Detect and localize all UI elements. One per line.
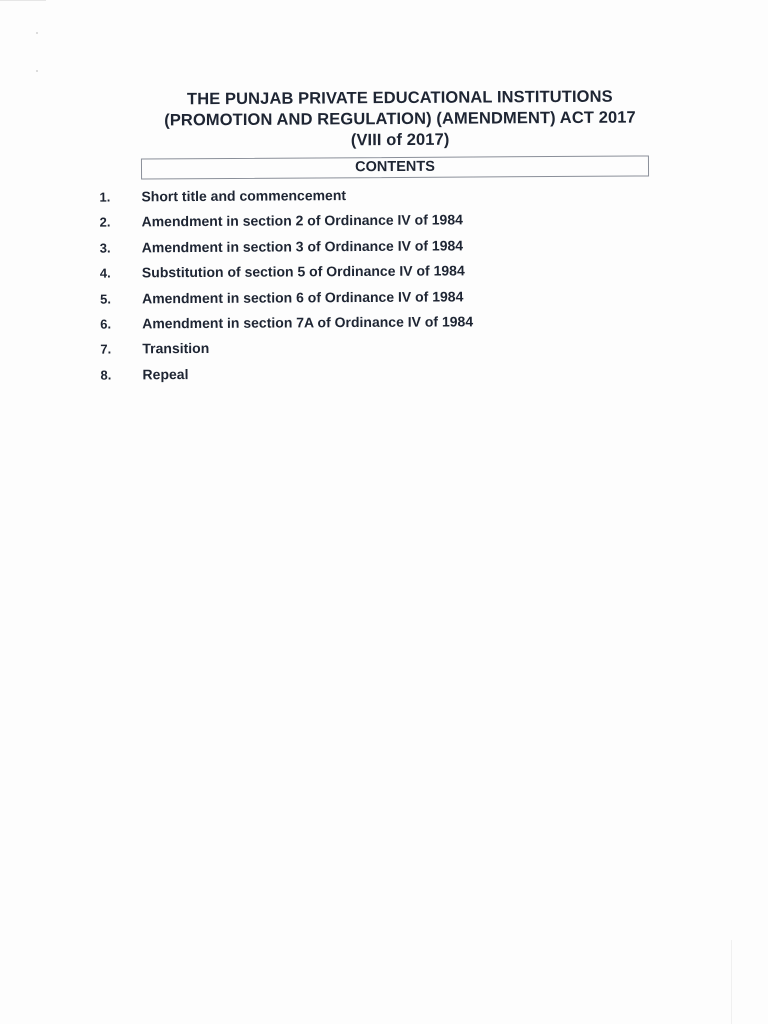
contents-heading: CONTENTS	[355, 158, 435, 176]
item-text: Amendment in section 6 of Ordinance IV of 1984	[142, 287, 464, 306]
table-of-contents	[99, 185, 620, 391]
item-number: 2.	[99, 214, 111, 230]
list-item	[100, 236, 620, 265]
scan-artifact	[36, 32, 38, 34]
title-line-2: (PROMOTION AND REGULATION) (AMENDMENT) ACT 2017	[164, 108, 636, 130]
list-item	[100, 363, 620, 392]
list-item	[100, 211, 620, 240]
item-text: Amendment in section 2 of Ordinance IV of 1984	[141, 211, 463, 230]
scan-artifact	[0, 0, 46, 1]
list-item	[100, 338, 620, 367]
title-line-1: THE PUNJAB PRIVATE EDUCATIONAL INSTITUTIONS	[186, 87, 613, 109]
scan-artifact	[36, 70, 38, 72]
scan-artifact	[731, 940, 732, 1024]
document-title	[120, 86, 680, 152]
title-line-3: (VIII of 2017)	[350, 130, 450, 150]
item-text: Substitution of section 5 of Ordinance IV of 1984	[141, 262, 465, 281]
item-number: 1.	[99, 189, 111, 205]
item-text: Amendment in section 7A of Ordinance IV of 1984	[142, 313, 474, 332]
list-item	[100, 262, 620, 291]
item-number: 8.	[100, 367, 112, 383]
item-number: 5.	[100, 291, 111, 307]
item-number: 4.	[99, 265, 111, 281]
list-item	[99, 185, 619, 214]
list-item	[100, 287, 620, 316]
item-number: 6.	[100, 316, 112, 332]
item-number: 3.	[99, 240, 111, 256]
item-number: 7.	[100, 341, 112, 357]
contents-heading-box	[141, 155, 649, 179]
list-item	[100, 312, 620, 341]
item-text: Transition	[142, 340, 210, 357]
item-text: Repeal	[142, 365, 189, 383]
item-text: Short title and commencement	[141, 187, 347, 205]
item-text: Amendment in section 3 of Ordinance IV of 1984	[141, 237, 464, 256]
